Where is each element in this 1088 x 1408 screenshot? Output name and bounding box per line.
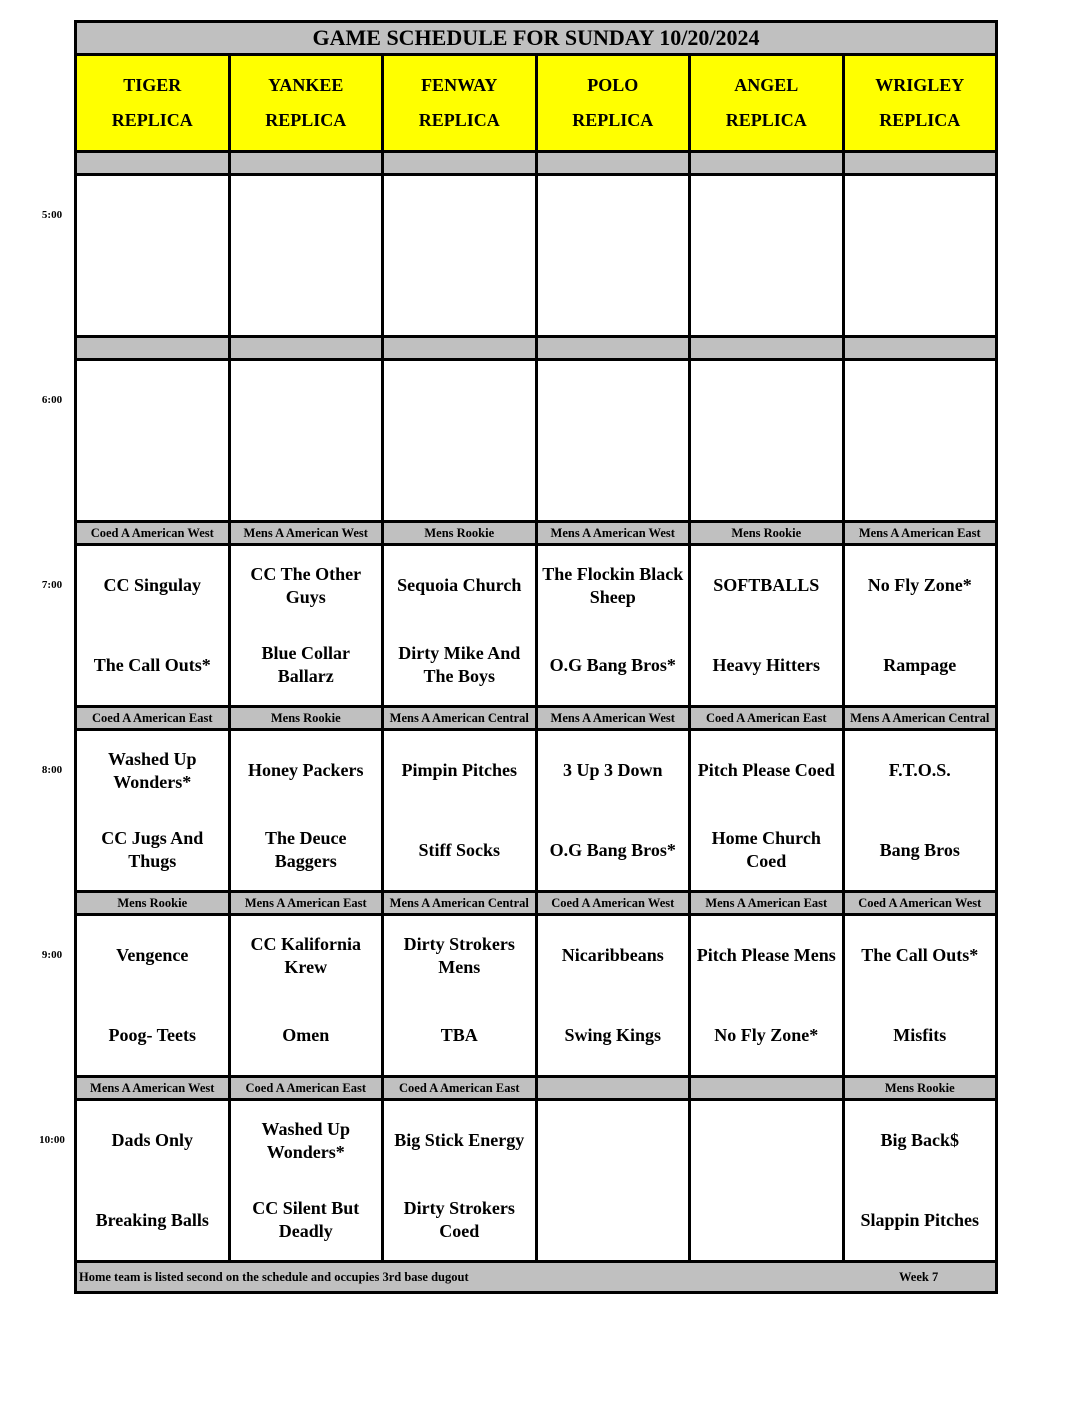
away-team: Dads Only xyxy=(111,1130,194,1151)
game-cell xyxy=(77,916,231,1075)
home-team: CC Jugs And Thugs xyxy=(101,828,204,872)
game-cell xyxy=(845,176,996,335)
game-row xyxy=(77,361,995,523)
park-subtitle: REPLICA xyxy=(418,110,500,130)
division-label xyxy=(691,153,845,173)
division-row xyxy=(77,893,995,916)
away-team: The Call Outs* xyxy=(861,945,979,966)
week-label: Week 7 xyxy=(899,1269,939,1284)
time-label: 5:00 xyxy=(41,209,63,221)
division-label: Mens Rookie xyxy=(384,523,538,543)
time-slots xyxy=(77,153,995,1263)
away-team xyxy=(691,176,842,256)
home-team xyxy=(77,441,228,521)
park-header-polo xyxy=(538,56,692,150)
game-cell xyxy=(538,916,692,1075)
division-label: Mens A American East xyxy=(231,893,385,913)
park-header-row xyxy=(77,56,995,153)
game-cell xyxy=(384,731,538,890)
away-team: Big Back$ xyxy=(880,1130,959,1151)
game-cell xyxy=(231,361,385,520)
park-name: FENWAY xyxy=(421,75,498,95)
division-label: Coed A American East xyxy=(231,1078,385,1098)
game-cell xyxy=(691,546,845,705)
park-header-angel xyxy=(691,56,845,150)
division-label: Mens A American East xyxy=(858,525,981,540)
home-team xyxy=(231,441,382,521)
home-team xyxy=(231,256,382,336)
division-label: Coed A American East xyxy=(691,708,845,728)
game-cell xyxy=(231,916,385,1075)
home-team xyxy=(691,256,842,336)
game-cell xyxy=(384,916,538,1075)
park-subtitle: REPLICA xyxy=(111,110,193,130)
home-team: Slappin Pitches xyxy=(860,1209,980,1230)
home-team xyxy=(845,256,996,336)
home-team xyxy=(384,441,535,521)
home-team: Stiff Socks xyxy=(418,839,500,860)
away-team: Washed Up Wonders* xyxy=(261,1118,351,1162)
division-label xyxy=(77,338,231,358)
away-team xyxy=(231,361,382,441)
page-title: GAME SCHEDULE FOR SUNDAY 10/20/2024 xyxy=(77,23,995,56)
home-team: Dirty Strokers Coed xyxy=(403,1198,515,1242)
away-team xyxy=(538,1101,689,1181)
home-team xyxy=(538,1181,689,1261)
home-team: Rampage xyxy=(883,654,957,675)
away-team xyxy=(845,361,996,441)
home-team: Omen xyxy=(282,1024,330,1045)
schedule-table xyxy=(74,20,998,1294)
division-label xyxy=(231,153,385,173)
away-team: SOFTBALLS xyxy=(713,575,820,596)
away-team xyxy=(231,176,382,256)
away-team: Nicaribbeans xyxy=(561,945,664,966)
game-row xyxy=(77,176,995,338)
game-cell xyxy=(691,1101,845,1260)
away-team xyxy=(538,361,689,441)
away-team xyxy=(691,1101,842,1181)
footer-bar xyxy=(77,1263,995,1291)
division-label: Coed A American West xyxy=(858,895,982,910)
game-row xyxy=(77,916,995,1078)
home-team xyxy=(77,256,228,336)
game-cell xyxy=(538,731,692,890)
home-team: Dirty Mike And The Boys xyxy=(398,643,521,687)
home-team: Misfits xyxy=(893,1024,947,1045)
home-team: Home Church Coed xyxy=(711,828,821,872)
away-team xyxy=(77,361,228,441)
time-label: 9:00 xyxy=(41,949,63,961)
game-cell xyxy=(538,546,692,705)
game-cell xyxy=(691,361,845,520)
game-cell xyxy=(538,361,692,520)
time-label: 10:00 xyxy=(39,1134,65,1146)
game-cell xyxy=(77,176,231,335)
home-team xyxy=(384,256,535,336)
division-label: Coed A American West xyxy=(77,523,231,543)
away-team: Sequoia Church xyxy=(397,575,522,596)
park-name: ANGEL xyxy=(734,75,799,95)
game-cell xyxy=(384,546,538,705)
away-team: CC Singulay xyxy=(103,575,202,596)
game-cell xyxy=(77,361,231,520)
home-team xyxy=(845,441,996,521)
home-team: Bang Bros xyxy=(879,839,960,860)
home-team: No Fly Zone* xyxy=(714,1024,819,1045)
park-header-tiger xyxy=(77,56,231,150)
division-label xyxy=(77,153,231,173)
park-header-fenway xyxy=(384,56,538,150)
division-row xyxy=(77,523,995,546)
home-team xyxy=(538,441,689,521)
away-team: No Fly Zone* xyxy=(867,575,972,596)
park-subtitle: REPLICA xyxy=(265,110,347,130)
division-label xyxy=(538,338,692,358)
game-cell xyxy=(384,361,538,520)
division-label: Mens A American West xyxy=(231,523,385,543)
game-cell xyxy=(538,1101,692,1260)
game-cell xyxy=(845,916,996,1075)
division-label xyxy=(231,338,385,358)
park-header-wrigley xyxy=(845,56,996,150)
division-label: Coed A American East xyxy=(77,708,231,728)
game-cell xyxy=(538,176,692,335)
game-row xyxy=(77,1101,995,1263)
game-cell xyxy=(691,731,845,890)
game-cell xyxy=(845,361,996,520)
away-team: Honey Packers xyxy=(248,760,364,781)
away-team xyxy=(77,176,228,256)
division-label: Mens Rookie xyxy=(77,893,231,913)
park-subtitle: REPLICA xyxy=(879,110,961,130)
game-cell xyxy=(231,546,385,705)
division-label xyxy=(384,153,538,173)
home-team xyxy=(691,441,842,521)
division-label: Mens A American West xyxy=(77,1078,231,1098)
game-cell xyxy=(384,1101,538,1260)
game-cell xyxy=(77,1101,231,1260)
division-label: Mens A American Central xyxy=(384,893,538,913)
park-name: YANKEE xyxy=(268,75,344,95)
away-team: The Flockin Black Sheep xyxy=(542,563,684,607)
away-team: 3 Up 3 Down xyxy=(562,760,663,781)
game-cell xyxy=(77,731,231,890)
home-team: Breaking Balls xyxy=(95,1209,209,1230)
game-cell xyxy=(691,916,845,1075)
away-team: Vengence xyxy=(116,945,189,966)
away-team xyxy=(691,361,842,441)
home-team: TBA xyxy=(440,1024,478,1045)
away-team: Pitch Please Mens xyxy=(696,945,836,966)
division-label xyxy=(845,338,996,358)
division-row xyxy=(77,153,995,176)
division-label: Mens A American Central xyxy=(850,710,990,725)
time-label: 6:00 xyxy=(41,394,63,406)
division-label: Mens Rookie xyxy=(231,708,385,728)
division-label: Mens A American Central xyxy=(384,708,538,728)
home-team: Swing Kings xyxy=(564,1024,662,1045)
division-label xyxy=(538,153,692,173)
away-team: Washed Up Wonders* xyxy=(107,748,197,792)
home-team: CC Silent But Deadly xyxy=(252,1198,360,1242)
time-label: 7:00 xyxy=(41,579,63,591)
division-label: Mens A American West xyxy=(538,523,692,543)
division-row xyxy=(77,338,995,361)
park-subtitle: REPLICA xyxy=(572,110,654,130)
park-header-yankee xyxy=(231,56,385,150)
away-team: CC Kalifornia Krew xyxy=(250,933,361,977)
game-cell xyxy=(845,546,996,705)
division-label xyxy=(691,1078,845,1098)
game-cell xyxy=(845,1101,996,1260)
division-label: Mens A American West xyxy=(538,708,692,728)
division-label xyxy=(691,338,845,358)
game-cell xyxy=(691,176,845,335)
game-cell xyxy=(77,546,231,705)
away-team: CC The Other Guys xyxy=(250,563,362,607)
division-label xyxy=(538,1078,692,1098)
park-name: TIGER xyxy=(123,75,182,95)
away-team: Big Stick Energy xyxy=(394,1130,525,1151)
home-team xyxy=(691,1181,842,1261)
away-team xyxy=(538,176,689,256)
away-team xyxy=(384,361,535,441)
home-team: The Deuce Baggers xyxy=(265,828,347,872)
game-cell xyxy=(231,1101,385,1260)
home-team: Heavy Hitters xyxy=(712,654,820,675)
division-label xyxy=(384,338,538,358)
home-team-note: Home team is listed second on the schedule and occupies 3rd base dugout xyxy=(79,1269,469,1284)
park-name: WRIGLEY xyxy=(875,75,965,95)
away-team xyxy=(845,176,996,256)
away-team: Pimpin Pitches xyxy=(401,760,517,781)
division-label: Mens A American East xyxy=(691,893,845,913)
game-cell xyxy=(231,731,385,890)
home-team: Poog- Teets xyxy=(108,1024,196,1045)
division-label: Coed A American West xyxy=(538,893,692,913)
division-label: Coed A American East xyxy=(384,1078,538,1098)
game-cell xyxy=(845,731,996,890)
park-subtitle: REPLICA xyxy=(725,110,807,130)
division-label: Mens Rookie xyxy=(884,1080,955,1095)
division-row xyxy=(77,708,995,731)
home-team: The Call Outs* xyxy=(93,654,211,675)
away-team: F.T.O.S. xyxy=(888,760,951,781)
game-row xyxy=(77,546,995,708)
home-team xyxy=(538,256,689,336)
division-row xyxy=(77,1078,995,1101)
game-cell xyxy=(384,176,538,335)
park-name: POLO xyxy=(587,75,639,95)
away-team xyxy=(384,176,535,256)
game-cell xyxy=(231,176,385,335)
division-label xyxy=(845,153,996,173)
time-label: 8:00 xyxy=(41,764,63,776)
home-team: O.G Bang Bros* xyxy=(549,839,676,860)
away-team: Pitch Please Coed xyxy=(697,760,835,781)
away-team: Dirty Strokers Mens xyxy=(403,933,515,977)
home-team: Blue Collar Ballarz xyxy=(261,643,350,687)
game-row xyxy=(77,731,995,893)
division-label: Mens Rookie xyxy=(691,523,845,543)
home-team: O.G Bang Bros* xyxy=(549,654,676,675)
